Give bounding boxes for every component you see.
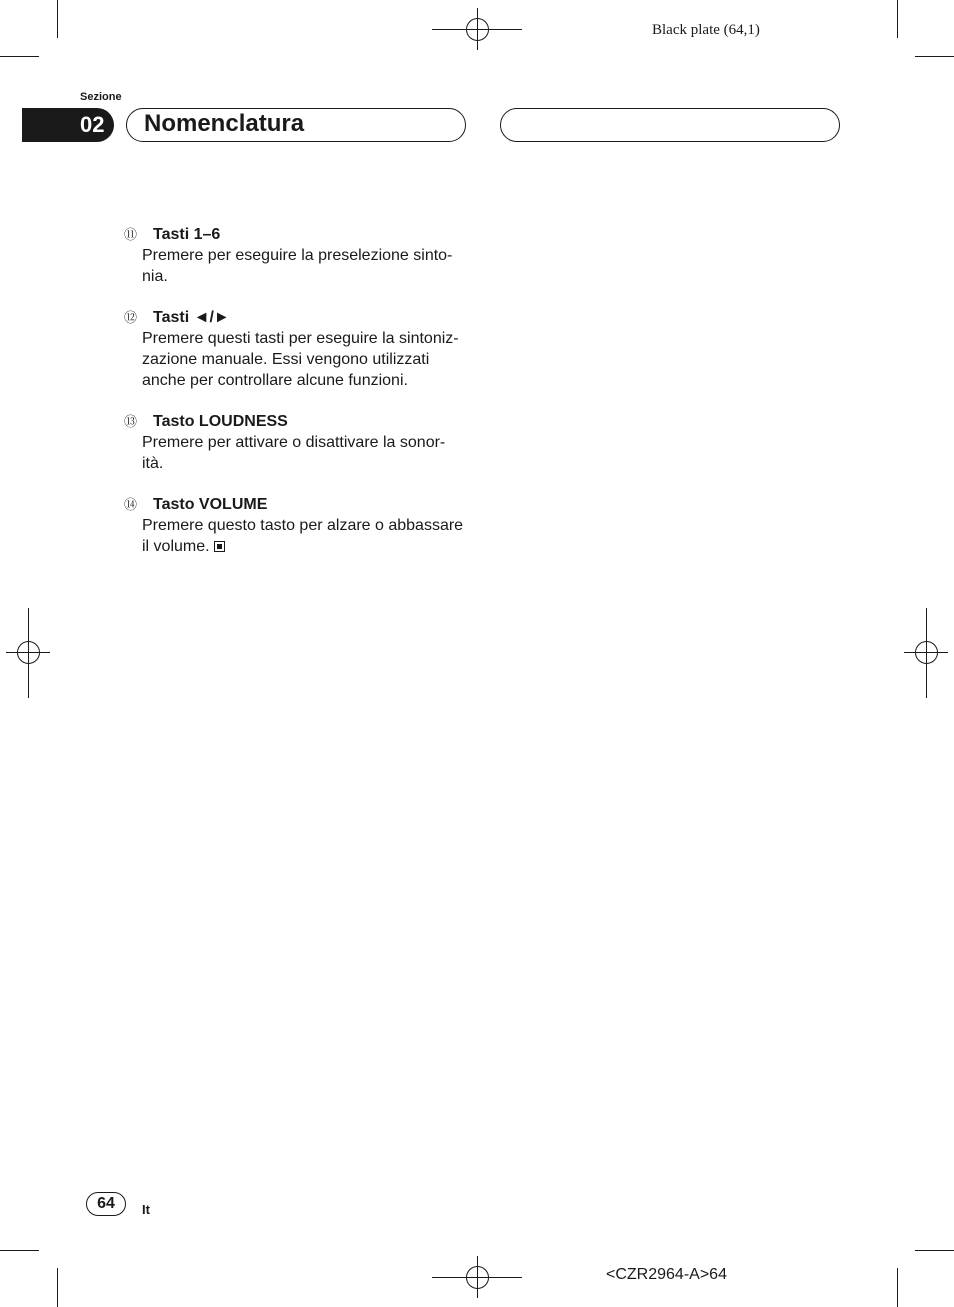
item-title: Tasti 1–6: [153, 226, 221, 243]
list-item: [124, 411, 469, 474]
document-code: <CZR2964-A>64: [606, 1266, 727, 1283]
section-number-badge: 02: [22, 108, 114, 142]
list-item: [124, 224, 469, 287]
plate-label: Black plate (64,1): [652, 22, 760, 38]
item-description: Premere per eseguire la preselezione sinto- nia.: [142, 247, 453, 285]
item-description: Premere per attivare o disattivare la sonor- ità.: [142, 434, 446, 472]
empty-title-box: [500, 108, 840, 142]
item-number: ⑫: [124, 310, 138, 325]
items-list: [124, 224, 469, 577]
item-description: Premere questi tasti per eseguire la sintoniz- zazione manuale. Essi vengono utilizzati anche per controllare alcune funzioni.: [142, 330, 459, 389]
item-description: Premere questo tasto per alzare o abbassare il volume.: [142, 517, 464, 555]
item-number: ⑭: [124, 497, 138, 512]
item-title: Tasto LOUDNESS: [153, 413, 288, 430]
list-item: [124, 307, 469, 391]
item-title: Tasti ◄/►: [153, 309, 230, 326]
item-title: Tasto VOLUME: [153, 496, 268, 513]
section-label: Sezione: [80, 91, 122, 103]
language-label: It: [142, 1202, 150, 1217]
list-item: [124, 494, 469, 557]
item-number: ⑬: [124, 414, 138, 429]
section-title-box: [126, 108, 466, 142]
page-number: 64: [86, 1192, 126, 1216]
page-title: Nomenclatura: [144, 110, 305, 137]
item-number: ⑪: [124, 227, 138, 242]
end-of-section-icon: [214, 541, 225, 552]
